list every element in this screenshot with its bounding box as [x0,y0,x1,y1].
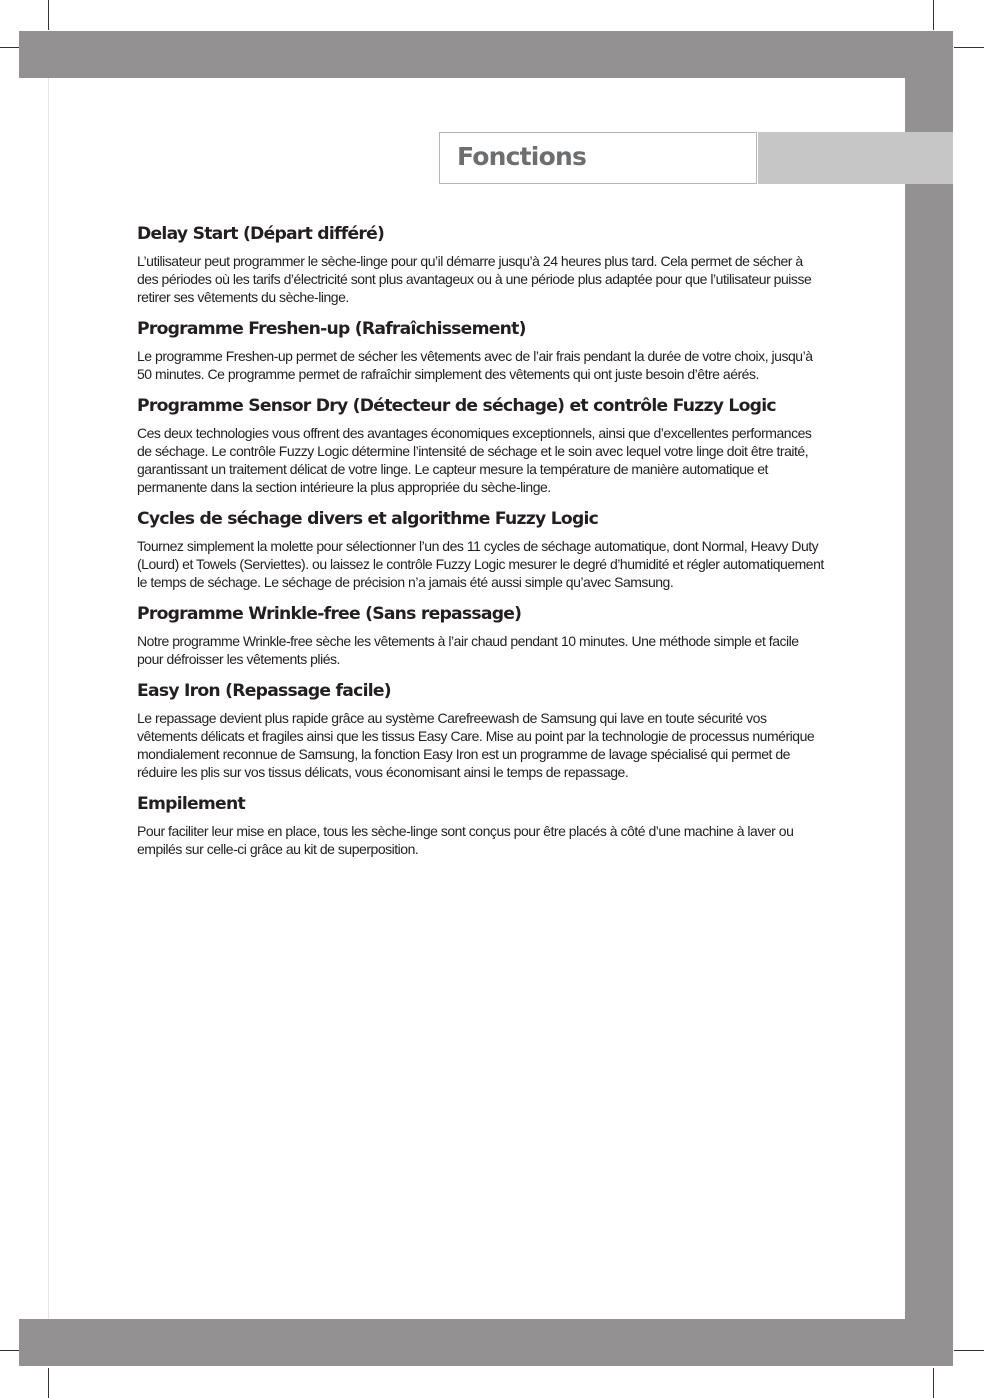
section-freshen-up [137,317,827,383]
left-margin-rule [48,78,49,1319]
bottom-band [19,1319,953,1366]
section-body: Le programme Freshen-up permet de sécher les vêtements avec de l’air frais pendant la durée de votre choix, jusqu’à 50 minutes. Ce programme permet de rafraîchir simplement des vêtements qui ont juste besoin d’être aérés. [137,348,813,382]
crop-mark [954,47,984,48]
crop-mark [48,0,49,30]
section-sensor-dry [137,394,827,496]
section-body: L’utilisateur peut programmer le sèche-linge pour qu’il démarre jusqu’à 24 heures plus tard. Cela permet de sécher à des périodes où les tarifs d’électricité sont plus avantageux ou à une période plus adaptée pour que l’utilisateur puisse retirer ses vêtements du sèche-linge. [137,253,812,305]
section-heading: Easy Iron (Repassage facile) [137,681,391,701]
section-body: Le repassage devient plus rapide grâce au système Carefreewash de Samsung qui lave en toute sécurité vos vêtements délicats et fragiles ainsi que les tissus Easy Care. Mise au point par la technologie de processus numérique mondialement reconnue de Samsung, la fonction Easy Iron est un programme de lavage spécialisé qui permet de réduire les plis sur vos tissus délicats, vous économisant ainsi le temps de repassage. [137,710,815,780]
section-title-box [439,132,757,184]
section-stacking [137,792,827,858]
section-heading: Delay Start (Départ différé) [137,224,385,244]
section-heading: Programme Freshen-up (Rafraîchissement) [137,319,526,339]
crop-mark [933,1368,934,1398]
right-band [905,31,953,1366]
content-area [137,222,827,869]
top-band [19,31,953,78]
page-title: Fonctions [457,142,587,171]
section-body: Ces deux technologies vous offrent des avantages économiques exceptionnels, ainsi que d’excellentes performances de séchage. Le contrôle Fuzzy Logic détermine l’intensité de séchage et le soin avec lequel votre linge doit être traité, garantissant un traitement délicat de votre linge. Le capteur mesure la température de manière automatique et permanente dans la section intérieure la plus appropriée du sèche-linge. [137,425,812,495]
title-tab-fill [758,132,953,184]
section-body: Tournez simplement la molette pour sélectionner l’un des 11 cycles de séchage automatique, dont Normal, Heavy Duty (Lourd) et Towels (Serviettes). ou laissez le contrôle Fuzzy Logic mesurer le degré d’humidité et régler automatiquement le temps de séchage. Le séchage de précision n’a jamais été aussi simple qu’avec Samsung. [137,538,824,590]
section-heading: Empilement [137,794,245,814]
crop-mark [48,1368,49,1398]
section-easy-iron [137,679,827,781]
section-body: Notre programme Wrinkle-free sèche les vêtements à l’air chaud pendant 10 minutes. Une méthode simple et facile pour défroisser les vêtements pliés. [137,633,799,667]
section-heading: Programme Sensor Dry (Détecteur de séchage) et contrôle Fuzzy Logic [137,396,776,416]
section-delay-start [137,222,827,306]
section-heading: Programme Wrinkle-free (Sans repassage) [137,604,522,624]
section-heading: Cycles de séchage divers et algorithme Fuzzy Logic [137,509,599,529]
crop-mark [954,1350,984,1351]
crop-mark [933,0,934,30]
section-wrinkle-free [137,602,827,668]
section-body: Pour faciliter leur mise en place, tous les sèche-linge sont conçus pour être placés à côté d’une machine à laver ou empilés sur celle-ci grâce au kit de superposition. [137,823,794,857]
section-drying-cycles [137,507,827,591]
